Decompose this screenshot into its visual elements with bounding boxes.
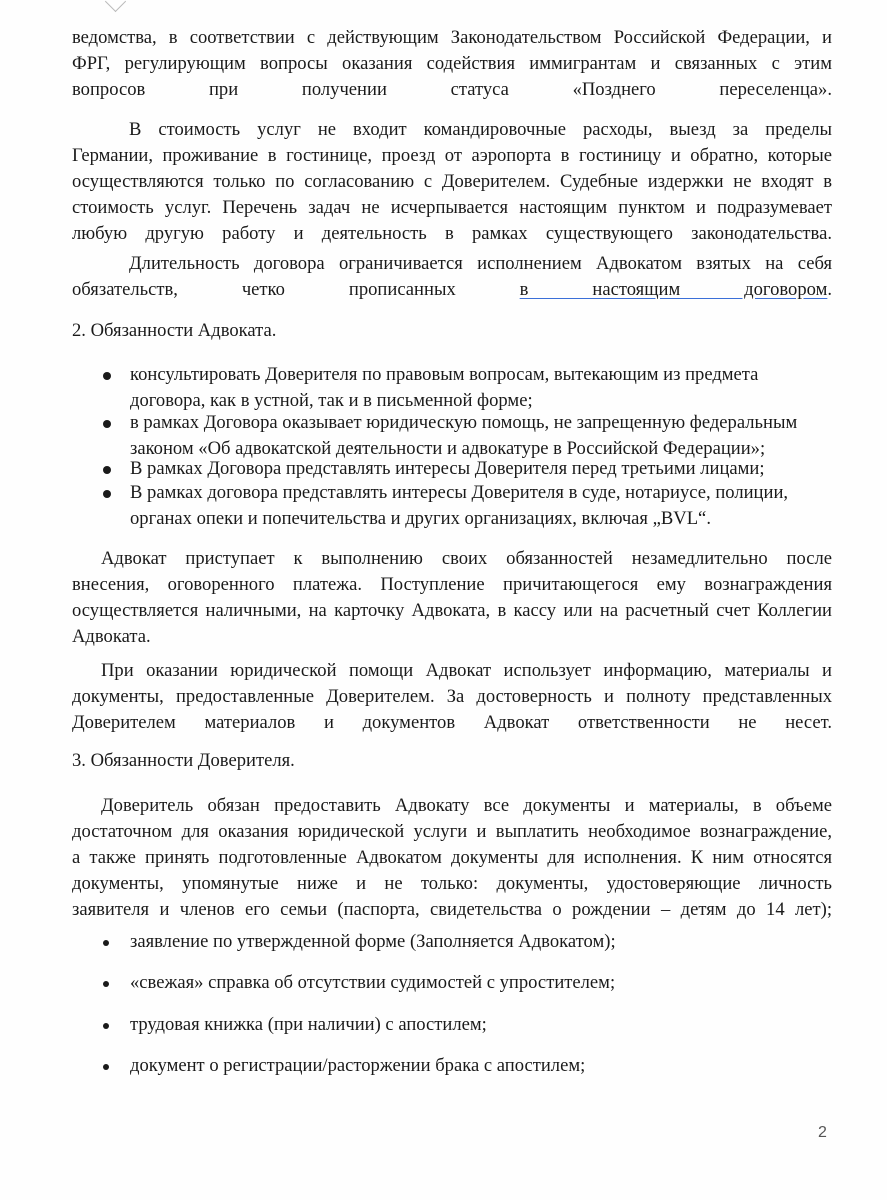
paragraph-line: В стоимость услуг не входит командировочные расходы, выезд за пределы bbox=[129, 119, 832, 140]
client-duty-paragraph bbox=[72, 793, 832, 923]
info-paragraph bbox=[72, 658, 832, 736]
paragraph-line: внесения, оговоренного платежа. Поступление причитающегося ему вознаграждения bbox=[72, 574, 832, 595]
line-text: обязательств, четко прописанных bbox=[72, 279, 520, 300]
line-text: . bbox=[827, 279, 832, 300]
paragraph-line: Адвоката. bbox=[72, 626, 151, 647]
paragraph-line: осуществляются только по согласованию с Доверителем. Судебные издержки не входят в bbox=[72, 171, 832, 192]
paragraph-line: При оказании юридической помощи Адвокат использует информацию, материалы и bbox=[101, 660, 832, 681]
paragraph-line: документы, предоставленные Доверителем. За достоверность и полноту представленных bbox=[72, 686, 832, 707]
contract-reference-link[interactable]: в настоящим договором bbox=[519, 279, 828, 300]
section-2-heading: 2. Обязанности Адвоката. bbox=[72, 320, 277, 341]
list-item-line: договора, как в устной, так и в письменной форме; bbox=[130, 390, 533, 411]
paragraph-line: достаточном для оказания юридической услуги и выплатить необходимое вознаграждение, bbox=[72, 821, 832, 842]
page-fold-mark bbox=[105, 0, 126, 12]
paragraph-line: Германии, проживание в гостинице, проезд от аэропорта в гостиницу и обратно, которые bbox=[72, 145, 832, 166]
bullet-icon bbox=[103, 490, 111, 498]
list-item-line: консультировать Доверителя по правовым вопросам, вытекающим из предмета bbox=[130, 364, 759, 385]
list-item-line: трудовая книжка (при наличии) с апостилем; bbox=[130, 1014, 487, 1035]
list-item-line: В рамках договора представлять интересы Доверителя в суде, нотариусе, полиции, bbox=[130, 482, 789, 503]
list-item-line: заявление по утвержденной форме (Заполняется Адвокатом); bbox=[130, 931, 616, 952]
list-item-line: в рамках Договора оказывает юридическую помощь, не запрещенную федеральным bbox=[130, 412, 798, 433]
intro-paragraph bbox=[72, 25, 832, 103]
paragraph-line: ведомства, в соответствии с действующим Законодательством Российской Федерации, и bbox=[72, 27, 832, 48]
paragraph-line: заявителя и членов его семьи (паспорта, свидетельства о рождении – детям до 14 лет); bbox=[72, 899, 832, 920]
bullet-icon bbox=[103, 1023, 109, 1029]
paragraph-line: Адвокат приступает к выполнению своих обязанностей незамедлительно после bbox=[101, 548, 832, 569]
paragraph-line: ФРГ, регулирующим вопросы оказания содействия иммигрантам и связанных с этим bbox=[72, 53, 832, 74]
paragraph-line: документы, упомянутые ниже и не только: документы, удостоверяющие личность bbox=[72, 873, 832, 894]
bullet-icon bbox=[103, 1064, 109, 1070]
costs-paragraph bbox=[72, 117, 832, 247]
paragraph-line: любую другую работу и деятельность в рамках существующего законодательства. bbox=[72, 223, 832, 244]
list-item-line: органах опеки и попечительства и других организациях, включая „BVL“. bbox=[130, 508, 711, 529]
paragraph-line: Доверитель обязан предоставить Адвокату все документы и материалы, в объеме bbox=[101, 795, 832, 816]
list-item-line: В рамках Договора представлять интересы Доверителя перед третьими лицами; bbox=[130, 458, 765, 479]
bullet-icon bbox=[103, 420, 111, 428]
list-item-line: законом «Об адвокатской деятельности и адвокатуре в Российской Федерации»; bbox=[130, 438, 766, 459]
duration-paragraph bbox=[72, 251, 832, 303]
list-item-line: «свежая» справка об отсутствии судимостей с упростителем; bbox=[130, 972, 616, 993]
page-number: 2 bbox=[818, 1124, 827, 1141]
bullet-icon bbox=[103, 466, 111, 474]
paragraph-line: стоимость услуг. Перечень задач не исчерпывается настоящим пунктом и подразумевает bbox=[72, 197, 832, 218]
paragraph-line: вопросов при получении статуса «Позднего переселенца». bbox=[72, 79, 832, 100]
section-3-heading: 3. Обязанности Доверителя. bbox=[72, 750, 295, 771]
paragraph-line: а также принять подготовленные Адвокатом документы для исполнения. К ним относятся bbox=[72, 847, 832, 868]
bullet-icon bbox=[103, 940, 109, 946]
paragraph-line bbox=[72, 277, 832, 303]
bullet-icon bbox=[103, 981, 109, 987]
payment-paragraph bbox=[72, 546, 832, 650]
paragraph-line: Доверителем материалов и документов Адвокат ответственности не несет. bbox=[72, 712, 832, 733]
paragraph-line: Длительность договора ограничивается исполнением Адвокатом взятых на себя bbox=[129, 253, 832, 274]
paragraph-line: осуществляется наличными, на карточку Адвоката, в кассу или на расчетный счет Коллегии bbox=[72, 600, 832, 621]
bullet-icon bbox=[103, 372, 111, 380]
list-item-line: документ о регистрации/расторжении брака с апостилем; bbox=[130, 1055, 586, 1076]
